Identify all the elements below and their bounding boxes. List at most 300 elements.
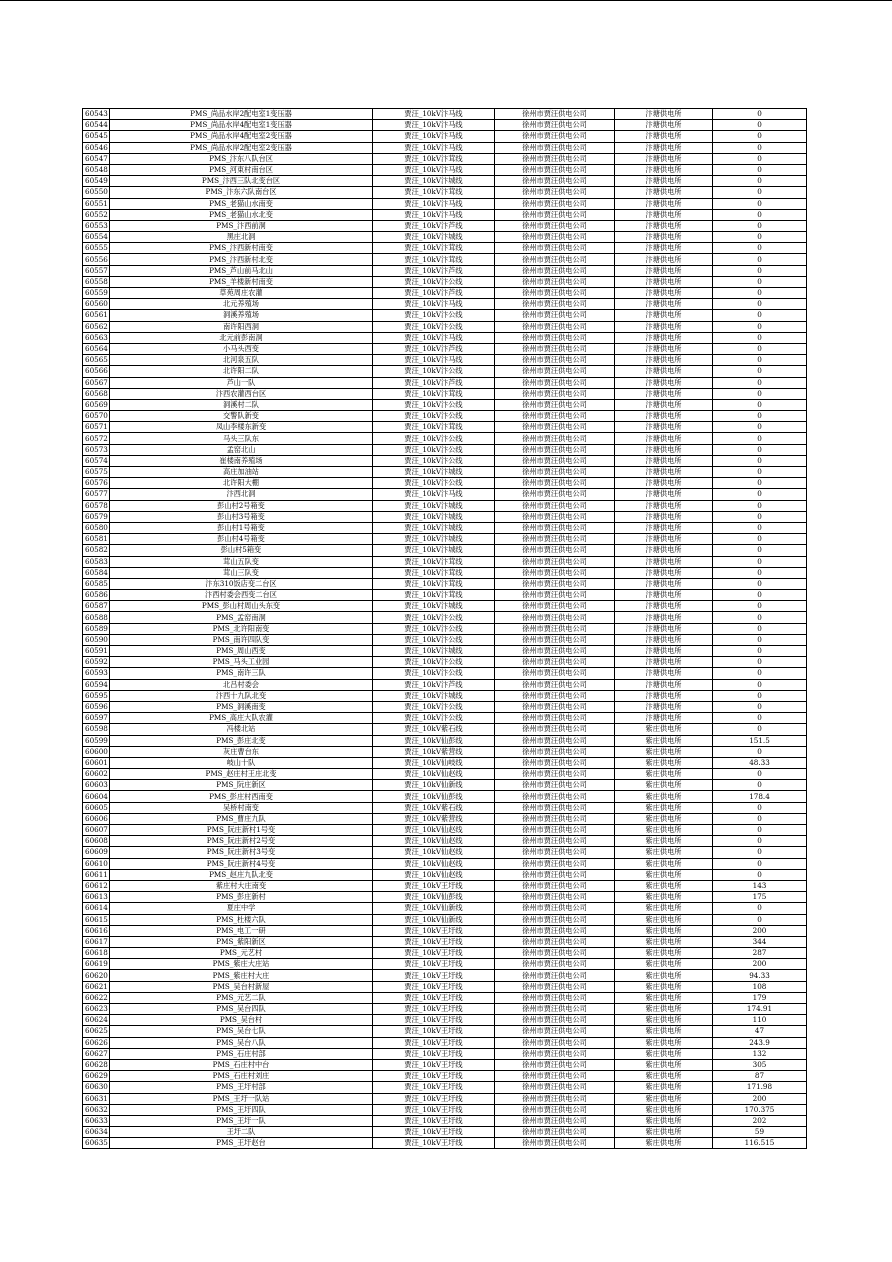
row-id-cell: 60608 xyxy=(83,836,110,847)
feeder-line-cell: 贾汪_10kV王圩线 xyxy=(373,1048,495,1059)
supply-station-cell: 紫庄供电所 xyxy=(615,981,713,992)
value-cell: 0 xyxy=(713,713,807,724)
feeder-line-cell: 贾汪_10kV仙岐线 xyxy=(373,757,495,768)
row-id-cell: 60549 xyxy=(83,176,110,187)
company-cell: 徐州市贾汪供电公司 xyxy=(495,556,615,567)
supply-station-cell: 汴塘供电所 xyxy=(615,355,713,366)
row-id-cell: 60627 xyxy=(83,1048,110,1059)
table-row xyxy=(83,310,807,321)
value-cell: 0 xyxy=(713,399,807,410)
row-id-cell: 60602 xyxy=(83,769,110,780)
value-cell: 174.91 xyxy=(713,1004,807,1015)
feeder-line-cell: 贾汪_10kV汴公线 xyxy=(373,478,495,489)
supply-station-cell: 汴塘供电所 xyxy=(615,601,713,612)
table-row xyxy=(83,444,807,455)
supply-station-cell: 汴塘供电所 xyxy=(615,522,713,533)
value-cell: 0 xyxy=(713,343,807,354)
company-cell: 徐州市贾汪供电公司 xyxy=(495,120,615,131)
feeder-line-cell: 贾汪_10kV汴芦线 xyxy=(373,679,495,690)
feeder-line-cell: 贾汪_10kV汴公线 xyxy=(373,444,495,455)
row-id-cell: 60605 xyxy=(83,802,110,813)
station-name-cell: 彭山村4号箱变 xyxy=(110,534,373,545)
supply-station-cell: 紫庄供电所 xyxy=(615,1138,713,1149)
company-cell: 徐州市贾汪供电公司 xyxy=(495,713,615,724)
supply-station-cell: 汴塘供电所 xyxy=(615,288,713,299)
company-cell: 徐州市贾汪供电公司 xyxy=(495,433,615,444)
station-name-cell: PMS_元艺二队 xyxy=(110,992,373,1003)
supply-station-cell: 汴塘供电所 xyxy=(615,634,713,645)
company-cell: 徐州市贾汪供电公司 xyxy=(495,500,615,511)
table-row xyxy=(83,198,807,209)
supply-station-cell: 汴塘供电所 xyxy=(615,489,713,500)
supply-station-cell: 紫庄供电所 xyxy=(615,869,713,880)
table-row xyxy=(83,623,807,634)
table-row xyxy=(83,1004,807,1015)
supply-station-cell: 汴塘供电所 xyxy=(615,332,713,343)
value-cell: 179 xyxy=(713,992,807,1003)
company-cell: 徐州市贾汪供电公司 xyxy=(495,220,615,231)
row-id-cell: 60581 xyxy=(83,534,110,545)
value-cell: 0 xyxy=(713,444,807,455)
value-cell: 0 xyxy=(713,478,807,489)
table-row xyxy=(83,724,807,735)
company-cell: 徐州市贾汪供电公司 xyxy=(495,847,615,858)
value-cell: 0 xyxy=(713,455,807,466)
table-row xyxy=(83,467,807,478)
row-id-cell: 60543 xyxy=(83,109,110,120)
supply-station-cell: 汴塘供电所 xyxy=(615,299,713,310)
station-name-cell: PMS_吴台村 xyxy=(110,1015,373,1026)
table-row xyxy=(83,187,807,198)
feeder-line-cell: 贾汪_10kV王圩线 xyxy=(373,1026,495,1037)
feeder-line-cell: 贾汪_10kV汴城线 xyxy=(373,534,495,545)
station-name-cell: PMS_北许阳南变 xyxy=(110,623,373,634)
row-id-cell: 60611 xyxy=(83,869,110,880)
supply-station-cell: 紫庄供电所 xyxy=(615,757,713,768)
row-id-cell: 60551 xyxy=(83,198,110,209)
feeder-line-cell: 贾汪_10kV汴芦线 xyxy=(373,377,495,388)
value-cell: 200 xyxy=(713,925,807,936)
supply-station-cell: 汴塘供电所 xyxy=(615,612,713,623)
supply-station-cell: 紫庄供电所 xyxy=(615,1127,713,1138)
company-cell: 徐州市贾汪供电公司 xyxy=(495,578,615,589)
supply-station-cell: 紫庄供电所 xyxy=(615,892,713,903)
value-cell: 171.98 xyxy=(713,1082,807,1093)
company-cell: 徐州市贾汪供电公司 xyxy=(495,343,615,354)
table-row xyxy=(83,276,807,287)
value-cell: 0 xyxy=(713,310,807,321)
supply-station-cell: 紫庄供电所 xyxy=(615,914,713,925)
station-name-cell: PMS_王圩一队 xyxy=(110,1115,373,1126)
supply-station-cell: 紫庄供电所 xyxy=(615,1037,713,1048)
feeder-line-cell: 贾汪_10kV汴公线 xyxy=(373,433,495,444)
table-row xyxy=(83,232,807,243)
company-cell: 徐州市贾汪供电公司 xyxy=(495,880,615,891)
supply-station-cell: 紫庄供电所 xyxy=(615,948,713,959)
supply-station-cell: 紫庄供电所 xyxy=(615,1082,713,1093)
station-name-cell: PMS_吴台村新屋 xyxy=(110,981,373,992)
row-id-cell: 60622 xyxy=(83,992,110,1003)
feeder-line-cell: 贾汪_10kV王圩线 xyxy=(373,1082,495,1093)
table-row xyxy=(83,970,807,981)
table-row xyxy=(83,746,807,757)
feeder-line-cell: 贾汪_10kV汴城线 xyxy=(373,601,495,612)
table-row xyxy=(83,366,807,377)
feeder-line-cell: 贾汪_10kV王圩线 xyxy=(373,1104,495,1115)
value-cell: 0 xyxy=(713,802,807,813)
table-row xyxy=(83,120,807,131)
station-name-cell: 北元前彭南洞 xyxy=(110,332,373,343)
supply-station-cell: 汴塘供电所 xyxy=(615,265,713,276)
table-row xyxy=(83,914,807,925)
supply-station-cell: 汴塘供电所 xyxy=(615,422,713,433)
supply-station-cell: 汴塘供电所 xyxy=(615,623,713,634)
row-id-cell: 60601 xyxy=(83,757,110,768)
company-cell: 徐州市贾汪供电公司 xyxy=(495,1127,615,1138)
row-id-cell: 60583 xyxy=(83,556,110,567)
row-id-cell: 60623 xyxy=(83,1004,110,1015)
feeder-line-cell: 贾汪_10kV仙新线 xyxy=(373,780,495,791)
feeder-line-cell: 贾汪_10kV王圩线 xyxy=(373,1093,495,1104)
station-name-cell: PMS_尚品水岸2配电室2变压器 xyxy=(110,142,373,153)
table-row xyxy=(83,254,807,265)
table-row xyxy=(83,1082,807,1093)
station-name-cell: 汴西十九队北变 xyxy=(110,690,373,701)
station-name-cell: PMS_汴西新村南变 xyxy=(110,243,373,254)
row-id-cell: 60614 xyxy=(83,903,110,914)
supply-station-cell: 汴塘供电所 xyxy=(615,701,713,712)
value-cell: 0 xyxy=(713,634,807,645)
company-cell: 徐州市贾汪供电公司 xyxy=(495,567,615,578)
row-id-cell: 60576 xyxy=(83,478,110,489)
supply-station-cell: 紫庄供电所 xyxy=(615,1004,713,1015)
row-id-cell: 60544 xyxy=(83,120,110,131)
station-name-cell: PMS_羊楼新村南变 xyxy=(110,276,373,287)
company-cell: 徐州市贾汪供电公司 xyxy=(495,310,615,321)
table-row xyxy=(83,668,807,679)
table-row xyxy=(83,299,807,310)
station-name-cell: PMS_紫阳新区 xyxy=(110,936,373,947)
feeder-line-cell: 贾汪_10kV王圩线 xyxy=(373,1071,495,1082)
value-cell: 175 xyxy=(713,892,807,903)
value-cell: 0 xyxy=(713,366,807,377)
feeder-line-cell: 贾汪_10kV仙彭线 xyxy=(373,791,495,802)
row-id-cell: 60628 xyxy=(83,1059,110,1070)
supply-station-cell: 汴塘供电所 xyxy=(615,310,713,321)
station-name-cell: 洞溪村二队 xyxy=(110,399,373,410)
station-name-cell: PMS_电工一研 xyxy=(110,925,373,936)
value-cell: 0 xyxy=(713,522,807,533)
station-name-cell: PMS_杜楼六队 xyxy=(110,914,373,925)
table-row xyxy=(83,646,807,657)
station-name-cell: 芦山一队 xyxy=(110,377,373,388)
supply-station-cell: 汴塘供电所 xyxy=(615,467,713,478)
company-cell: 徐州市贾汪供电公司 xyxy=(495,1082,615,1093)
value-cell: 0 xyxy=(713,914,807,925)
row-id-cell: 60552 xyxy=(83,209,110,220)
row-id-cell: 60618 xyxy=(83,948,110,959)
table-row xyxy=(83,1048,807,1059)
station-name-cell: PMS_吴台八队 xyxy=(110,1037,373,1048)
company-cell: 徐州市贾汪供电公司 xyxy=(495,657,615,668)
row-id-cell: 60548 xyxy=(83,164,110,175)
supply-station-cell: 紫庄供电所 xyxy=(615,1026,713,1037)
station-name-cell: PMS_老猫山水北变 xyxy=(110,209,373,220)
value-cell: 0 xyxy=(713,142,807,153)
company-cell: 徐州市贾汪供电公司 xyxy=(495,735,615,746)
company-cell: 徐州市贾汪供电公司 xyxy=(495,198,615,209)
feeder-line-cell: 贾汪_10kV汴茸线 xyxy=(373,422,495,433)
station-name-cell: PMS_汴东八队台区 xyxy=(110,153,373,164)
feeder-line-cell: 贾汪_10kV汴马线 xyxy=(373,131,495,142)
station-name-cell: PMS_王圩一队站 xyxy=(110,1093,373,1104)
feeder-line-cell: 贾汪_10kV汴公线 xyxy=(373,623,495,634)
table-row xyxy=(83,713,807,724)
feeder-line-cell: 贾汪_10kV仙赵线 xyxy=(373,825,495,836)
table-row xyxy=(83,422,807,433)
table-row xyxy=(83,567,807,578)
table-row xyxy=(83,109,807,120)
supply-station-cell: 汴塘供电所 xyxy=(615,679,713,690)
company-cell: 徐州市贾汪供电公司 xyxy=(495,321,615,332)
feeder-line-cell: 贾汪_10kV汴茸线 xyxy=(373,153,495,164)
table-row xyxy=(83,679,807,690)
row-id-cell: 60629 xyxy=(83,1071,110,1082)
table-row xyxy=(83,836,807,847)
company-cell: 徐州市贾汪供电公司 xyxy=(495,668,615,679)
value-cell: 0 xyxy=(713,489,807,500)
row-id-cell: 60569 xyxy=(83,399,110,410)
feeder-line-cell: 贾汪_10kV仙赵线 xyxy=(373,858,495,869)
company-cell: 徐州市贾汪供电公司 xyxy=(495,232,615,243)
row-id-cell: 60609 xyxy=(83,847,110,858)
table-row xyxy=(83,1115,807,1126)
supply-station-cell: 汴塘供电所 xyxy=(615,220,713,231)
feeder-line-cell: 贾汪_10kV汴公线 xyxy=(373,399,495,410)
value-cell: 0 xyxy=(713,276,807,287)
table-row xyxy=(83,534,807,545)
feeder-line-cell: 贾汪_10kV汴马线 xyxy=(373,198,495,209)
supply-station-cell: 汴塘供电所 xyxy=(615,657,713,668)
value-cell: 0 xyxy=(713,724,807,735)
feeder-line-cell: 贾汪_10kV汴城线 xyxy=(373,511,495,522)
table-row xyxy=(83,1015,807,1026)
row-id-cell: 60597 xyxy=(83,713,110,724)
station-name-cell: PMS_王圩村部 xyxy=(110,1082,373,1093)
value-cell: 0 xyxy=(713,623,807,634)
feeder-line-cell: 贾汪_10kV汴马线 xyxy=(373,489,495,500)
station-name-cell: 草苑周庄农灌 xyxy=(110,288,373,299)
value-cell: 0 xyxy=(713,265,807,276)
table-row xyxy=(83,757,807,768)
station-name-cell: PMS_王圩四队 xyxy=(110,1104,373,1115)
table-row xyxy=(83,142,807,153)
station-name-cell: 紫庄村大庄南变 xyxy=(110,880,373,891)
station-name-cell: 王圩二队 xyxy=(110,1127,373,1138)
company-cell: 徐州市贾汪供电公司 xyxy=(495,489,615,500)
value-cell: 170.375 xyxy=(713,1104,807,1115)
table-row xyxy=(83,880,807,891)
table-row xyxy=(83,992,807,1003)
value-cell: 0 xyxy=(713,612,807,623)
station-name-cell: PMS_石庄村部 xyxy=(110,1048,373,1059)
table-row xyxy=(83,780,807,791)
supply-station-cell: 汴塘供电所 xyxy=(615,198,713,209)
supply-station-cell: 汴塘供电所 xyxy=(615,578,713,589)
company-cell: 徐州市贾汪供电公司 xyxy=(495,164,615,175)
supply-station-cell: 紫庄供电所 xyxy=(615,1093,713,1104)
feeder-line-cell: 贾汪_10kV王圩线 xyxy=(373,925,495,936)
value-cell: 0 xyxy=(713,131,807,142)
company-cell: 徐州市贾汪供电公司 xyxy=(495,769,615,780)
supply-station-cell: 紫庄供电所 xyxy=(615,1104,713,1115)
station-name-cell: 彭山村5箱变 xyxy=(110,545,373,556)
company-cell: 徐州市贾汪供电公司 xyxy=(495,276,615,287)
supply-station-cell: 汴塘供电所 xyxy=(615,545,713,556)
feeder-line-cell: 贾汪_10kV汴公线 xyxy=(373,713,495,724)
company-cell: 徐州市贾汪供电公司 xyxy=(495,903,615,914)
station-name-cell: 北河泉五队 xyxy=(110,355,373,366)
page-top-rule xyxy=(0,0,892,1)
supply-station-cell: 紫庄供电所 xyxy=(615,825,713,836)
feeder-line-cell: 贾汪_10kV仙赵线 xyxy=(373,769,495,780)
company-cell: 徐州市贾汪供电公司 xyxy=(495,388,615,399)
company-cell: 徐州市贾汪供电公司 xyxy=(495,288,615,299)
supply-station-cell: 紫庄供电所 xyxy=(615,802,713,813)
table-row xyxy=(83,265,807,276)
station-name-cell: PMS_高庄大队农灌 xyxy=(110,713,373,724)
station-name-cell: PMS_南许四队变 xyxy=(110,634,373,645)
station-name-cell: 崔楼南养殖场 xyxy=(110,455,373,466)
company-cell: 徐州市贾汪供电公司 xyxy=(495,780,615,791)
table-row xyxy=(83,769,807,780)
supply-station-cell: 汴塘供电所 xyxy=(615,411,713,422)
company-cell: 徐州市贾汪供电公司 xyxy=(495,153,615,164)
table-row xyxy=(83,948,807,959)
feeder-line-cell: 贾汪_10kV汴城线 xyxy=(373,545,495,556)
value-cell: 0 xyxy=(713,780,807,791)
value-cell: 108 xyxy=(713,981,807,992)
row-id-cell: 60630 xyxy=(83,1082,110,1093)
feeder-line-cell: 贾汪_10kV汴马线 xyxy=(373,120,495,131)
feeder-line-cell: 贾汪_10kV仙新线 xyxy=(373,914,495,925)
feeder-line-cell: 贾汪_10kV仙赵线 xyxy=(373,836,495,847)
value-cell: 87 xyxy=(713,1071,807,1082)
company-cell: 徐州市贾汪供电公司 xyxy=(495,1115,615,1126)
station-name-cell: PMS_吴台七队 xyxy=(110,1026,373,1037)
row-id-cell: 60572 xyxy=(83,433,110,444)
supply-station-cell: 紫庄供电所 xyxy=(615,903,713,914)
value-cell: 0 xyxy=(713,601,807,612)
table-row xyxy=(83,936,807,947)
table-row xyxy=(83,209,807,220)
supply-station-cell: 汴塘供电所 xyxy=(615,343,713,354)
feeder-line-cell: 贾汪_10kV汴城线 xyxy=(373,467,495,478)
supply-station-cell: 紫庄供电所 xyxy=(615,1059,713,1070)
table-row xyxy=(83,343,807,354)
station-name-cell: 洞溪养殖场 xyxy=(110,310,373,321)
value-cell: 0 xyxy=(713,836,807,847)
data-sheet xyxy=(82,108,806,1149)
row-id-cell: 60586 xyxy=(83,590,110,601)
company-cell: 徐州市贾汪供电公司 xyxy=(495,981,615,992)
station-name-cell: PMS_彭庄北变 xyxy=(110,735,373,746)
station-name-cell: 小马头西变 xyxy=(110,343,373,354)
value-cell: 0 xyxy=(713,321,807,332)
company-cell: 徐州市贾汪供电公司 xyxy=(495,522,615,533)
station-name-cell: 茸山三队变 xyxy=(110,567,373,578)
table-row xyxy=(83,332,807,343)
station-name-cell: 汴东310饭店变二台区 xyxy=(110,578,373,589)
supply-station-cell: 汴塘供电所 xyxy=(615,232,713,243)
feeder-line-cell: 贾汪_10kV汴茸线 xyxy=(373,243,495,254)
company-cell: 徐州市贾汪供电公司 xyxy=(495,1026,615,1037)
supply-station-cell: 紫庄供电所 xyxy=(615,970,713,981)
company-cell: 徐州市贾汪供电公司 xyxy=(495,545,615,556)
company-cell: 徐州市贾汪供电公司 xyxy=(495,825,615,836)
row-id-cell: 60619 xyxy=(83,959,110,970)
table-row xyxy=(83,220,807,231)
company-cell: 徐州市贾汪供电公司 xyxy=(495,612,615,623)
row-id-cell: 60582 xyxy=(83,545,110,556)
company-cell: 徐州市贾汪供电公司 xyxy=(495,332,615,343)
station-name-cell: PMS_赵庄村王庄北变 xyxy=(110,769,373,780)
table-row xyxy=(83,511,807,522)
table-row xyxy=(83,500,807,511)
value-cell: 0 xyxy=(713,668,807,679)
station-name-cell: PMS_马头工业园 xyxy=(110,657,373,668)
row-id-cell: 60607 xyxy=(83,825,110,836)
table-row xyxy=(83,377,807,388)
company-cell: 徐州市贾汪供电公司 xyxy=(495,142,615,153)
row-id-cell: 60634 xyxy=(83,1127,110,1138)
supply-station-cell: 紫庄供电所 xyxy=(615,780,713,791)
table-row xyxy=(83,903,807,914)
value-cell: 0 xyxy=(713,534,807,545)
table-row xyxy=(83,1127,807,1138)
row-id-cell: 60550 xyxy=(83,187,110,198)
value-cell: 0 xyxy=(713,567,807,578)
value-cell: 0 xyxy=(713,701,807,712)
row-id-cell: 60599 xyxy=(83,735,110,746)
supply-station-cell: 汴塘供电所 xyxy=(615,690,713,701)
station-name-cell: 黑庄北洞 xyxy=(110,232,373,243)
table-row xyxy=(83,959,807,970)
supply-station-cell: 汴塘供电所 xyxy=(615,209,713,220)
supply-station-cell: 汴塘供电所 xyxy=(615,153,713,164)
feeder-line-cell: 贾汪_10kV汴公线 xyxy=(373,310,495,321)
supply-station-cell: 汴塘供电所 xyxy=(615,276,713,287)
station-name-cell: 凤山李楼东新变 xyxy=(110,422,373,433)
station-name-cell: PMS_紫庄大庄站 xyxy=(110,959,373,970)
station-name-cell: 吴桥村南变 xyxy=(110,802,373,813)
company-cell: 徐州市贾汪供电公司 xyxy=(495,679,615,690)
table-row xyxy=(83,455,807,466)
supply-station-cell: 汴塘供电所 xyxy=(615,668,713,679)
row-id-cell: 60562 xyxy=(83,321,110,332)
row-id-cell: 60587 xyxy=(83,601,110,612)
station-name-cell: 夏庄中学 xyxy=(110,903,373,914)
feeder-line-cell: 贾汪_10kV汴茸线 xyxy=(373,388,495,399)
supply-station-cell: 紫庄供电所 xyxy=(615,880,713,891)
station-name-cell: PMS_石庄村刘庄 xyxy=(110,1071,373,1082)
company-cell: 徐州市贾汪供电公司 xyxy=(495,243,615,254)
table-row xyxy=(83,131,807,142)
feeder-line-cell: 贾汪_10kV王圩线 xyxy=(373,1059,495,1070)
table-row xyxy=(83,634,807,645)
company-cell: 徐州市贾汪供电公司 xyxy=(495,467,615,478)
company-cell: 徐州市贾汪供电公司 xyxy=(495,377,615,388)
